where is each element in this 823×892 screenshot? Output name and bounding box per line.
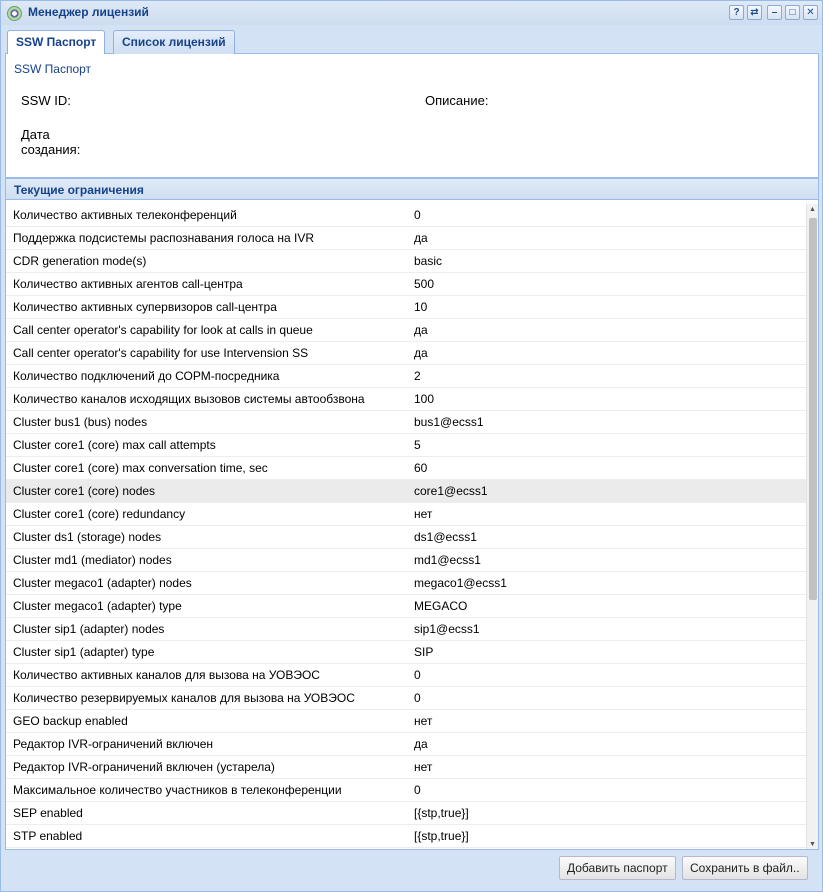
restriction-name: CDR generation mode(s)	[13, 254, 147, 268]
scroll-thumb[interactable]	[809, 218, 817, 600]
description-label: Описание:	[425, 93, 489, 108]
table-row[interactable]	[6, 457, 808, 480]
restrictions-grid[interactable]	[5, 200, 819, 850]
tab-license-list[interactable]: Список лицензий	[113, 30, 235, 55]
restriction-value: 0	[414, 691, 421, 705]
restriction-value: [{stp,true}]	[414, 829, 469, 843]
table-row[interactable]	[6, 595, 808, 618]
table-row[interactable]	[6, 227, 808, 250]
restriction-value: MEGACO	[414, 599, 468, 613]
table-row[interactable]	[6, 618, 808, 641]
table-row[interactable]	[6, 687, 808, 710]
restriction-value: 10	[414, 300, 428, 314]
table-row[interactable]	[6, 825, 808, 848]
restriction-name: Количество активных телеконференций	[13, 208, 237, 222]
restriction-value: 0	[414, 208, 421, 222]
restriction-value: core1@ecss1	[414, 484, 488, 498]
restriction-name: Cluster bus1 (bus) nodes	[13, 415, 148, 429]
restriction-value: 5	[414, 438, 421, 452]
restriction-name: Call center operator's capability for look at calls in queue	[13, 323, 313, 337]
footer-toolbar	[5, 850, 819, 888]
restriction-name: Cluster sip1 (adapter) type	[13, 645, 155, 659]
scroll-up-arrow-icon[interactable]: ▲	[809, 206, 816, 213]
save-to-file-button[interactable]: Сохранить в файл..	[682, 856, 808, 880]
restriction-value: да	[414, 737, 428, 751]
restriction-value: да	[414, 346, 428, 360]
table-row[interactable]	[6, 572, 808, 595]
restriction-name: Количество подключений до СОРМ-посредника	[13, 369, 280, 383]
restriction-name: Количество активных агентов call-центра	[13, 277, 243, 291]
restriction-name: Cluster core1 (core) redundancy	[13, 507, 186, 521]
table-row[interactable]	[6, 434, 808, 457]
restriction-value: нет	[414, 760, 433, 774]
restriction-value: bus1@ecss1	[414, 415, 484, 429]
restriction-name: Cluster sip1 (adapter) nodes	[13, 622, 165, 636]
grid-scrollbar[interactable]	[806, 204, 818, 850]
table-row[interactable]	[6, 273, 808, 296]
passport-title: SSW Паспорт	[14, 62, 92, 76]
table-row[interactable]	[6, 365, 808, 388]
restriction-name: Cluster core1 (core) max call attempts	[13, 438, 216, 452]
table-row[interactable]	[6, 296, 808, 319]
restriction-name: GEO backup enabled	[13, 714, 128, 728]
table-row[interactable]	[6, 802, 808, 825]
restriction-name: Максимальное количество участников в телеконференции	[13, 783, 342, 797]
help-icon[interactable]: ?	[729, 5, 744, 20]
restriction-value: да	[414, 231, 428, 245]
restriction-value: 60	[414, 461, 428, 475]
restriction-name: Cluster md1 (mediator) nodes	[13, 553, 172, 567]
table-row[interactable]	[6, 204, 808, 227]
table-row[interactable]	[6, 710, 808, 733]
restriction-value: нет	[414, 714, 433, 728]
table-row[interactable]	[6, 480, 808, 503]
restriction-name: Cluster megaco1 (adapter) nodes	[13, 576, 192, 590]
restriction-name: Количество активных каналов для вызова на УОВЭОС	[13, 668, 320, 682]
restriction-name: Количество каналов исходящих вызовов системы автообзвона	[13, 392, 365, 406]
restriction-name: Cluster core1 (core) max conversation time, sec	[13, 461, 268, 475]
restriction-value: нет	[414, 507, 433, 521]
add-passport-button[interactable]: Добавить паспорт	[559, 856, 676, 880]
restriction-name: Редактор IVR-ограничений включен (устарела)	[13, 760, 275, 774]
scroll-down-arrow-icon[interactable]: ▼	[809, 841, 816, 848]
restriction-value: basic	[414, 254, 443, 268]
restriction-name: Поддержка подсистемы распознавания голоса на IVR	[13, 231, 315, 245]
created-label-line2: создания:	[21, 142, 81, 157]
restriction-name: Call center operator's capability for use Intervension SS	[13, 346, 309, 360]
restriction-name: SEP enabled	[13, 806, 83, 820]
table-row[interactable]	[6, 779, 808, 802]
restriction-value: [{stp,true}]	[414, 806, 469, 820]
table-row[interactable]	[6, 756, 808, 779]
restriction-value: md1@ecss1	[414, 553, 481, 567]
table-row[interactable]	[6, 733, 808, 756]
restriction-value: 2	[414, 369, 421, 383]
restriction-value: sip1@ecss1	[414, 622, 480, 636]
table-row[interactable]	[6, 526, 808, 549]
table-row[interactable]	[6, 411, 808, 434]
restriction-name: Количество активных супервизоров call-центра	[13, 300, 277, 314]
restriction-name: Редактор IVR-ограничений включен	[13, 737, 214, 751]
table-row[interactable]	[6, 250, 808, 273]
restriction-name: STP enabled	[13, 829, 83, 843]
restriction-value: 0	[414, 783, 421, 797]
window-title: Менеджер лицензий	[28, 5, 149, 19]
restriction-value: ds1@ecss1	[414, 530, 477, 544]
restriction-name: Cluster core1 (core) nodes	[13, 484, 156, 498]
tab-ssw-passport[interactable]: SSW Паспорт	[7, 30, 105, 56]
tab-bar	[5, 28, 819, 54]
restriction-name: Cluster ds1 (storage) nodes	[13, 530, 162, 544]
created-label-line1: Дата	[21, 127, 50, 142]
restriction-value: SIP	[414, 645, 434, 659]
minimize-icon[interactable]: –	[767, 5, 782, 20]
table-row[interactable]	[6, 319, 808, 342]
restrictions-rows	[6, 204, 808, 848]
title-bar[interactable]	[1, 1, 822, 25]
table-row[interactable]	[6, 342, 808, 365]
close-icon[interactable]: ✕	[803, 5, 818, 20]
restriction-name: Cluster megaco1 (adapter) type	[13, 599, 182, 613]
passport-panel	[5, 54, 819, 178]
restrictions-header: Текущие ограничения	[5, 178, 819, 200]
table-row[interactable]	[6, 664, 808, 687]
restriction-value: megaco1@ecss1	[414, 576, 507, 590]
restriction-value: да	[414, 323, 428, 337]
restriction-name: Количество резервируемых каналов для вызова на УОВЭОС	[13, 691, 355, 705]
restriction-value: 0	[414, 668, 421, 682]
table-row[interactable]	[6, 641, 808, 664]
table-row[interactable]	[6, 503, 808, 526]
ssw-id-label: SSW ID:	[21, 93, 71, 108]
restriction-value: 100	[414, 392, 435, 406]
table-row[interactable]	[6, 549, 808, 572]
restriction-value: 500	[414, 277, 435, 291]
maximize-icon[interactable]: □	[785, 5, 800, 20]
refresh-icon[interactable]: ⇄	[747, 5, 762, 20]
table-row[interactable]	[6, 388, 808, 411]
app-icon	[7, 6, 22, 21]
